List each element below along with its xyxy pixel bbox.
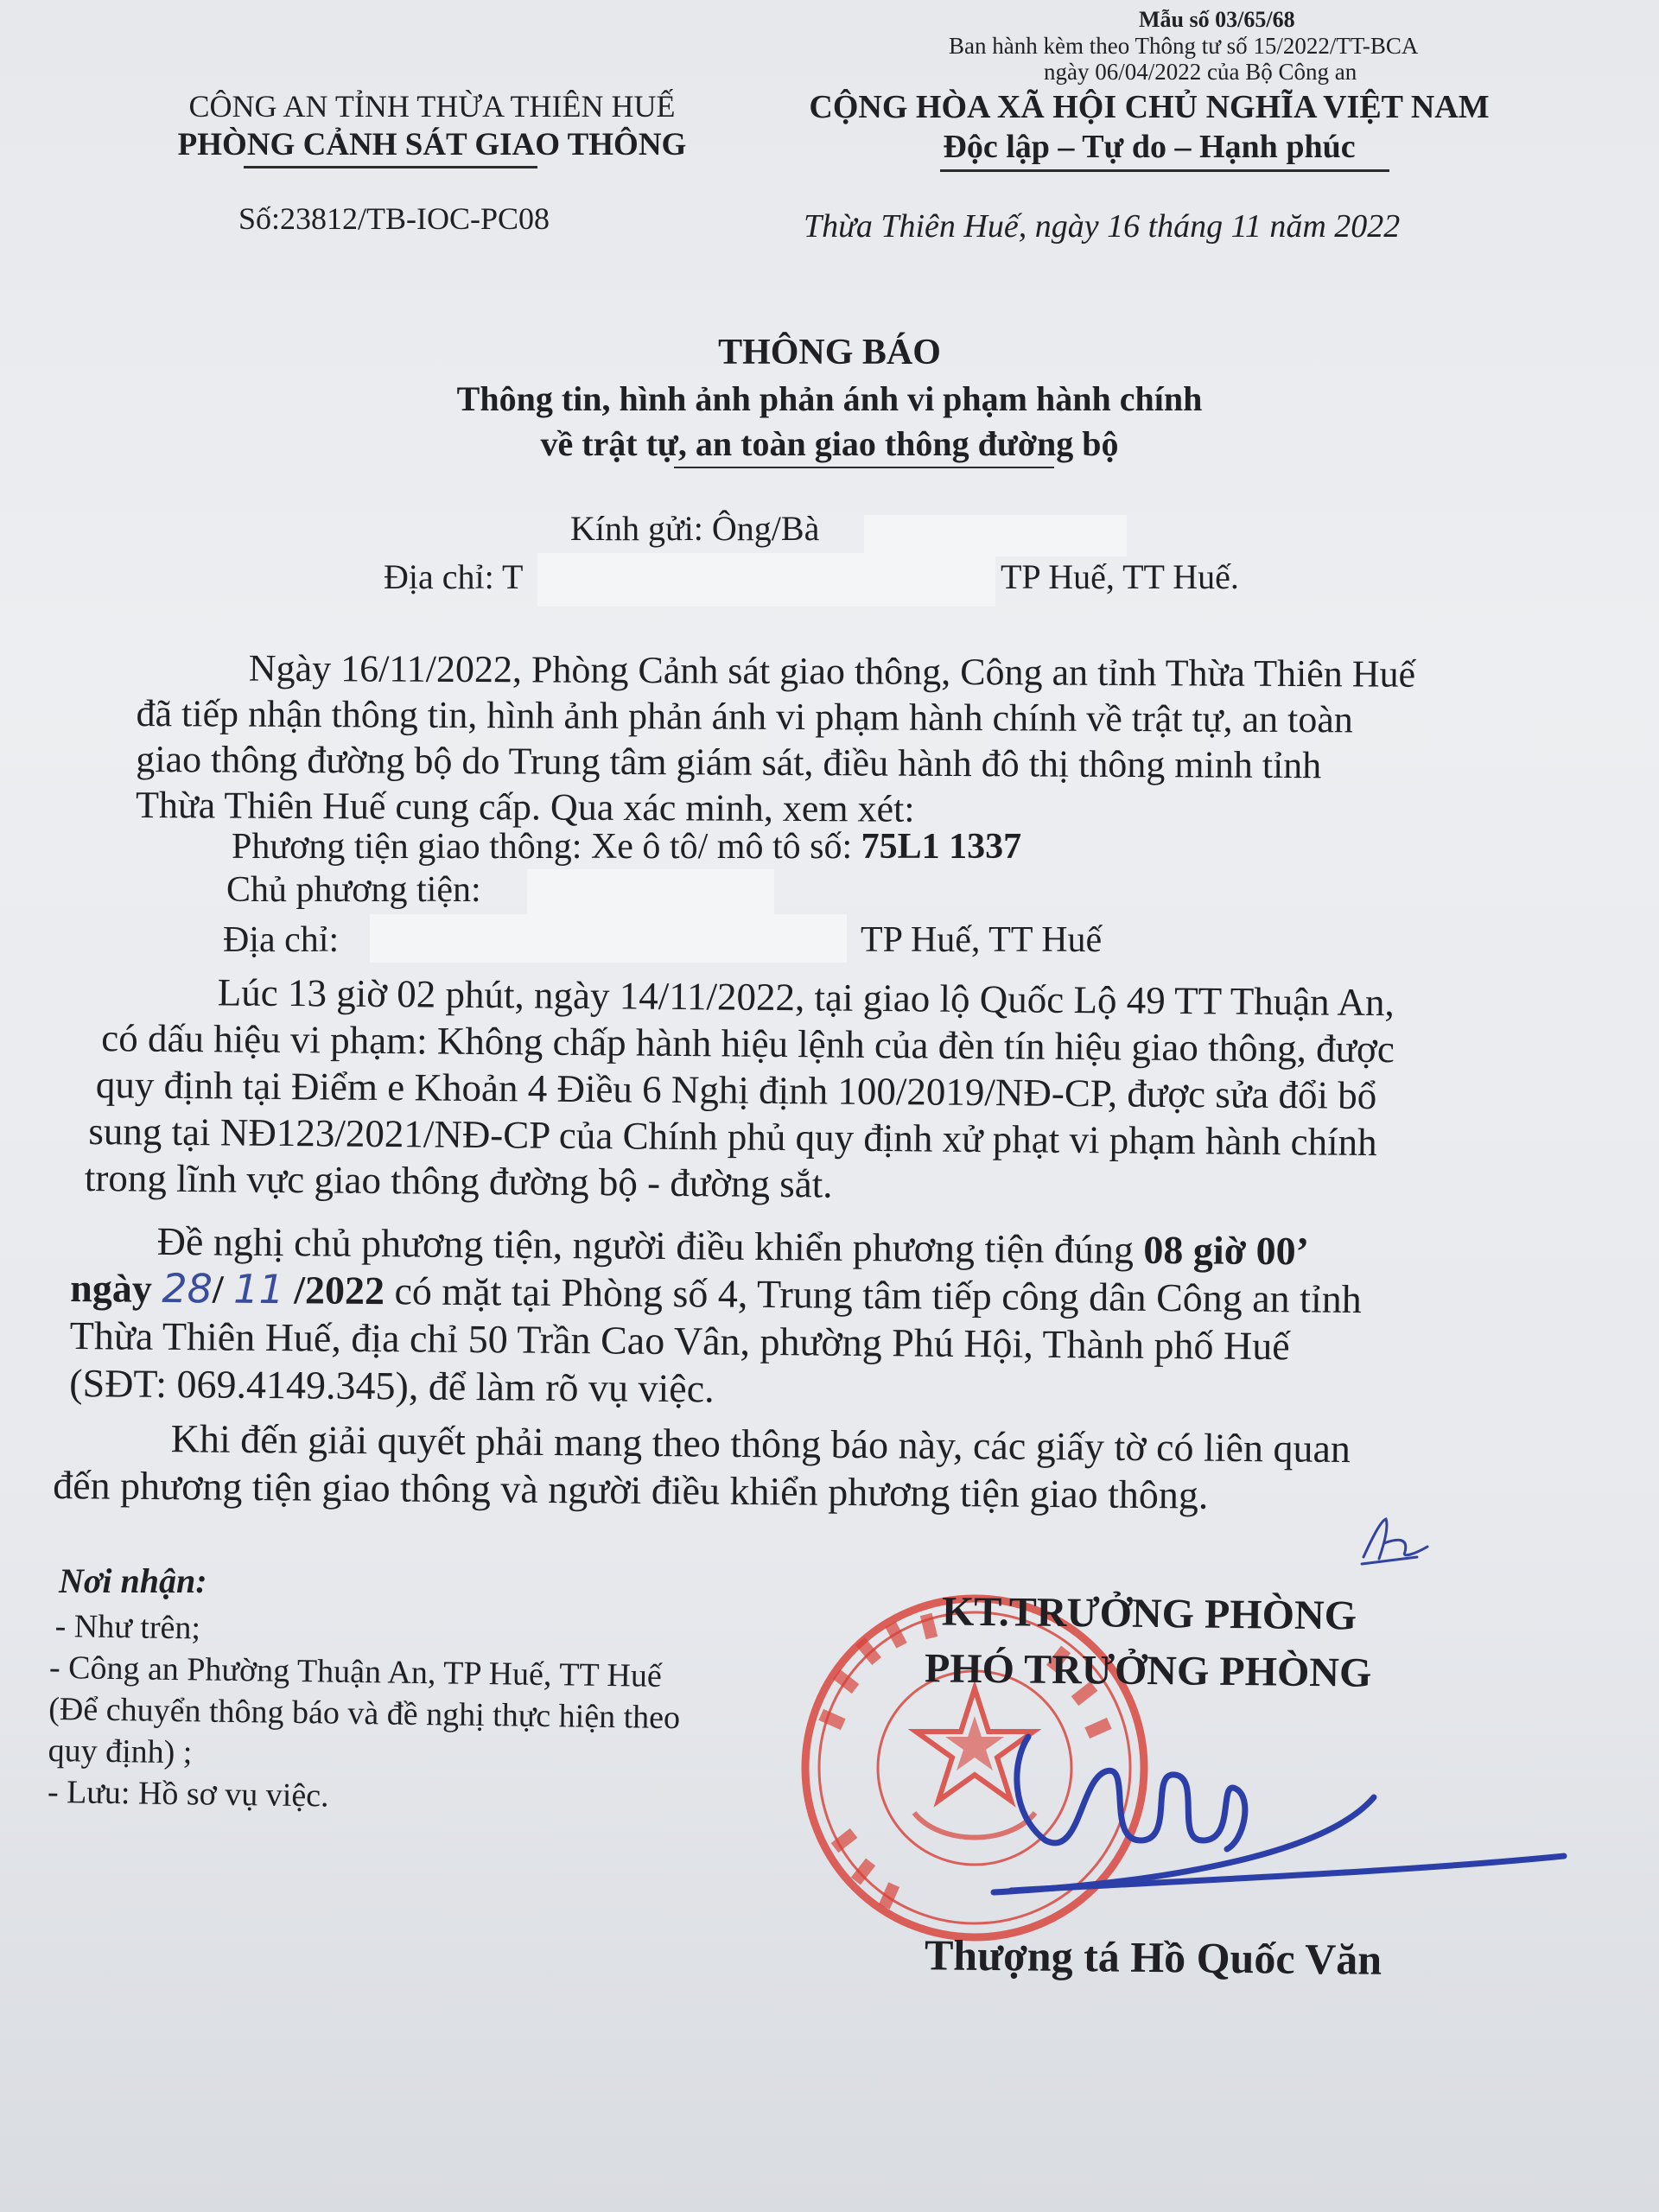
issue-date-place: Thừa Thiên Huế, ngày 16 tháng 11 năm 2022 [804,208,1401,245]
signer-role-2: PHÓ TRƯỞNG PHÒNG [924,1645,1372,1696]
recipient-address-redacted [537,553,995,607]
text-line: đã tiếp nhận thông tin, hình ảnh phản ánh vi phạm hành chính về trật tự, an toàn [136,691,1354,741]
owner-name-redacted [527,869,774,914]
body-paragraph-3 [69,1217,1362,1418]
text-line: đến phương tiện giao thông và người điều khiển phương tiện giao thông. [53,1462,1209,1517]
issuer-underline [244,166,537,168]
list-item: quy định) ; [48,1732,193,1771]
text-line: có dấu hiệu vi phạm: Không chấp hành hiệu lệnh của đèn tín hiệu giao thông, được [101,1016,1395,1071]
handwritten-month: 11 [232,1265,284,1313]
form-regulation: Ban hành kèm theo Thông tư số 15/2022/TT-BCA [949,33,1419,59]
recipient-address-label: Địa chỉ: T [384,557,524,596]
owner-address-label: Địa chỉ: [223,920,340,960]
text-line: ngày 28/ 11 /2022 có mặt tại Phòng số 4, Trung tâm tiếp công dân Công an tỉnh [70,1264,1362,1322]
body-paragraph-4 [53,1414,1351,1520]
distribution-list [48,1605,682,1821]
initials-mark [1355,1503,1450,1573]
appointment-time: 08 giờ 00’ [1143,1227,1310,1274]
vehicle-plate: 75L1 1337 [861,827,1022,867]
recipient-address-tail: TP Huế, TT Huế. [1001,557,1239,596]
document-subtitle-1: Thông tin, hình ảnh phản ánh vi phạm hành chính [456,379,1203,418]
text-line: Thừa Thiên Huế cung cấp. Qua xác minh, xem xét: [135,783,915,830]
text-line: giao thông đường bộ do Trung tâm giám sát, điều hành đô thị thông minh tỉnh [136,737,1322,787]
document-title: THÔNG BÁO [718,333,941,372]
recipient-name-redacted [864,515,1127,556]
issuer-agency: CÔNG AN TỈNH THỪA THIÊN HUẾ [188,89,676,124]
handwritten-day: 28 [162,1264,213,1313]
body-paragraph-2 [85,968,1395,1212]
issuer-department: PHÒNG CẢNH SÁT GIAO THÔNG [177,127,687,162]
text-line: Thừa Thiên Huế, địa chỉ 50 Trần Cao Vân, phường Phú Hội, Thành phố Huế [69,1313,1290,1369]
document-number: Số:23812/TB-IOC-PC08 [238,201,550,236]
national-motto: Độc lập – Tự do – Hạnh phúc [943,129,1356,165]
list-item: (Để chuyển thông báo và đề nghị thực hiện theo [48,1690,681,1737]
form-number: Mẫu số 03/65/68 [1139,7,1295,32]
body-paragraph-1 [136,645,1415,835]
document-subtitle-2: về trật tự, an toàn giao thông đường bộ [540,424,1119,463]
text-line: trong lĩnh vực giao thông đường bộ - đường sắt. [84,1155,833,1206]
list-item: - Như trên; [54,1608,201,1647]
owner-address-redacted [370,914,847,963]
recipient-label: Kính gửi: Ông/Bà [570,509,820,548]
text-line: Đề nghị chủ phương tiện, người điều khiển phương tiện đúng 08 giờ 00’ [156,1218,1310,1274]
vehicle-label: Phương tiện giao thông: Xe ô tô/ mô tô số: [232,827,861,867]
text-line: Khi đến giải quyết phải mang theo thông báo này, các giấy tờ có liên quan [170,1416,1351,1471]
list-item: - Công an Phường Thuận An, TP Huế, TT Huế [48,1649,663,1694]
text-line: quy định tại Điểm e Khoản 4 Điều 6 Nghị định 100/2019/NĐ-CP, được sửa đổi bổ [95,1063,1377,1118]
signer-role-1: KT.TRƯỞNG PHÒNG [941,1588,1357,1639]
owner-address-tail: TP Huế, TT Huế [861,920,1103,960]
text-line: (SĐT: 069.4149.345), để làm rõ vụ việc. [69,1360,715,1411]
national-title: CỘNG HÒA XÃ HỘI CHỦ NGHĨA VIỆT NAM [809,89,1490,125]
national-underline [940,169,1389,172]
title-underline [674,467,1054,468]
text-line: sung tại NĐ123/2021/NĐ-CP của Chính phủ quy định xử phạt vi phạm hành chính [88,1109,1377,1165]
list-item: - Lưu: Hồ sơ vụ việc. [47,1773,329,1815]
handwritten-signature [976,1711,1581,1901]
form-regulation-date: ngày 06/04/2022 của Bộ Công an [1044,59,1357,85]
signer-name: Thượng tá Hồ Quốc Văn [924,1930,1382,1984]
vehicle-line [232,826,1021,868]
distribution-heading: Nơi nhận: [59,1561,207,1600]
owner-label: Chủ phương tiện: [226,870,481,910]
text-line: Ngày 16/11/2022, Phòng Cảnh sát giao thông, Công an tỉnh Thừa Thiên Huế [248,646,1416,696]
text-line: Lúc 13 giờ 02 phút, ngày 14/11/2022, tại giao lộ Quốc Lộ 49 TT Thuận An, [217,970,1395,1025]
